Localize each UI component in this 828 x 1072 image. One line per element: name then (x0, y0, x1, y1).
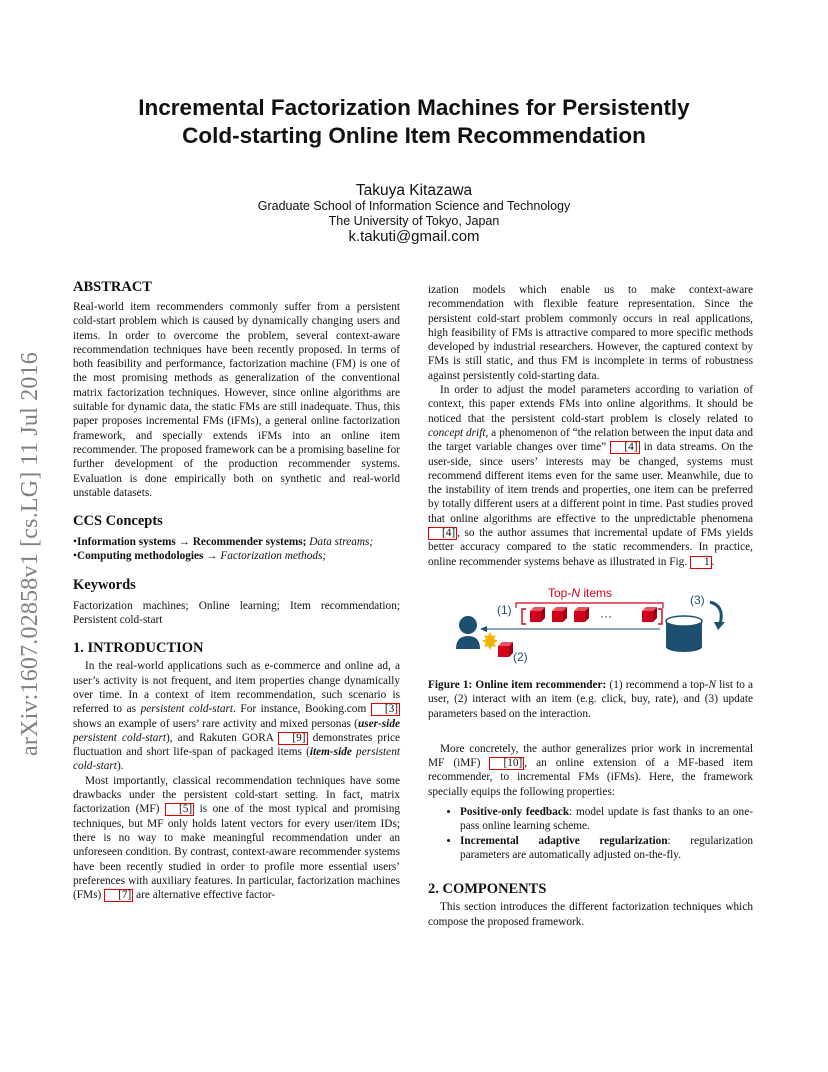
database-icon (666, 616, 702, 652)
author-affiliation-2: The University of Tokyo, Japan (328, 213, 500, 228)
figure-1-caption: Figure 1: Online item recommender: (1) recommend a top-N list to a user, (2) interact with an item (e.g. click, buy, rate), and (3) update parameters based on the interaction. (428, 678, 753, 720)
update-loop-arrow (710, 602, 721, 624)
step-3-label: (3) (690, 592, 705, 607)
intro-paragraph-1: In the real-world applications such as e-commerce and online ad, a user’s activity is not frequent, and item properties change dynamically over time. In a context of item recommendation, such scenario is referred to as persistent cold-start. For instance, Booking.com [3] shows an example of users’ rare activity and mixed personas (user-side persistent cold-start), and Rakuten GORA [9] demonstrates price fluctuation and short life-span of packaged items (item-side persistent cold-start). (73, 660, 400, 773)
paper-title (60, 94, 768, 150)
arrow-head (480, 626, 487, 632)
list-bracket-right (658, 609, 662, 624)
intro-paragraph-2: Most importantly, classical recommendation techniques have some drawbacks under the persistent cold-start setting. In fact, matrix factorization (MF) [5] is one of the most typical and promising techniques, but MF only holds latent vectors for every user/item IDs; there is no way to make meaningful recommendation under an unforeseen condition. By contrast, context-aware recommender systems have been recently studied in order to profile more essential users’ preferences with auxiliary features. In particular, factorization machines (FMs) [7] are alternative effective factor- (73, 774, 400, 902)
step-1-label: (1) (497, 602, 512, 617)
figure-1-illustration (428, 584, 753, 672)
property-positive-only: • Positive-only feedback: model update is fast thanks to an one-pass online learning scheme. (460, 805, 753, 834)
user-icon (456, 616, 480, 649)
author-block (60, 182, 768, 245)
citation-5[interactable]: [5] (165, 803, 194, 816)
item-cube-n (642, 607, 657, 622)
author-name: Takuya Kitazawa (355, 182, 473, 199)
abstract-heading: ABSTRACT (73, 279, 152, 295)
abstract-text: Real-world item recommenders commonly suffer from a persistent cold-start problem which is caused by dynamically changing users and items. In order to overcome the problem, several context-aware recommendation techniques have been recently proposed. In terms of both feasibility and performance, factorization machine (FM) is one of the most promising methods as generalization of the conventional matrix factorization techniques. However, since online algorithms are suitable for dynamic data, the static FMs are still inadequate. Thus, this paper proposes incremental FMs (iFMs), a general online factorization framework, and specially extends iFMs into an online item recommender. The proposed framework can be a promising baseline for further development of the production recommender systems. Evaluation is done empirically both on synthetic and real-world unstable datasets. (73, 301, 400, 499)
interaction-burst-icon (482, 632, 498, 650)
right-paragraph-2: In order to adjust the model parameters according to variation of context, this paper extends FMs into online algorithms. It should be noticed that the persistent cold-start problem is closely related to concept drift, a phenomenon of “the relation between the input data and the target variable changes over time” [4] in data streams. On the user-side, since users’ interests may be changed, systems must recommend different items even for the same user. Meanwhile, due to the instability of item trends and properties, one item can be preferred by totally different users at a different point in time. Past studies proved that online algorithms are effective to the unpredictable phenomena [4] , so the author assumes that incremental update of FMs yields better accuracy compared to the static recommenders. In practice, online recommender systems behave as illustrated in Fig. 1 . (428, 384, 753, 568)
ccs-text: •Information systems → Recommender systems; Data streams; •Computing methodologies → Factorization methods; (73, 536, 374, 563)
ccs-data-streams: Data streams; (309, 536, 374, 549)
citation-10[interactable]: [10] (489, 757, 524, 770)
title-line-1: Incremental Factorization Machines for Persistently (138, 95, 690, 120)
ccs-recommender: Recommender systems; (192, 536, 307, 549)
ccs-arrow-2: → (206, 550, 218, 563)
ccs-heading: CCS Concepts (73, 513, 163, 530)
citation-3[interactable]: [3] (371, 703, 400, 716)
keywords-heading: Keywords (73, 576, 136, 593)
keywords-text: Factorization machines; Online learning; Item recommendation; Persistent cold-start (73, 599, 400, 627)
author-affiliation-1: Graduate School of Information Science and Technology (257, 199, 571, 213)
title-line-2: Cold-starting Online Item Recommendation (182, 123, 646, 148)
figure-1-ref[interactable]: 1 (690, 556, 712, 569)
citation-9[interactable]: [9] (278, 732, 307, 745)
citation-7[interactable]: [7] (104, 889, 133, 902)
item-cube-2 (552, 607, 567, 622)
figure-1 (428, 584, 753, 672)
property-adaptive-reg: • Incremental adaptive regularization: regularization parameters are automatically adjusted on-the-fly. (460, 834, 753, 863)
list-bracket-left (522, 609, 526, 624)
right-paragraph-3: More concretely, the author generalizes prior work in incremental MF (iMF) [10] , an online extension of a MF-based item recommender, to incremental FMs (iFMs). Here, the framework specially equips the following properties: (428, 742, 753, 798)
ccs-computing: Computing methodologies (76, 550, 204, 563)
left-column (73, 279, 400, 902)
arxiv-stamp: arXiv:1607.02858v1 [cs.LG] 11 Jul 2016 (17, 352, 43, 756)
ccs-arrow-1: → (178, 536, 190, 549)
author-email[interactable]: k.takuti@gmail.com (348, 228, 480, 245)
right-paragraph-1: ization models which enable us to make context-aware recommendation with flexible feature representation. Since the persistent cold-start problem commonly occurs in real applications, high feasibility of FMs is attractive compared to more specific methods developed by industrial researchers. However, the captured context by FMs is still static, and thus FM is incomplete in terms of robustness against persistently cold-starting data. (428, 284, 753, 382)
interacted-item-cube (498, 642, 513, 657)
ccs-factorization: Factorization methods; (220, 550, 327, 563)
update-arrow-head (714, 622, 725, 630)
properties-list (442, 805, 753, 862)
item-cube-1 (530, 607, 545, 622)
citation-4a[interactable]: [4] (610, 441, 639, 454)
step-2-label: (2) (513, 649, 528, 664)
right-column (428, 283, 753, 929)
topn-label: Top-N items (548, 585, 613, 600)
list-ellipsis: ··· (600, 608, 612, 623)
citation-4b[interactable]: [4] (428, 527, 457, 540)
item-cube-3 (574, 607, 589, 622)
ccs-info-systems: Information systems (76, 536, 176, 549)
intro-heading: 1. INTRODUCTION (73, 640, 204, 657)
components-text: This section introduces the different factorization techniques which compose the proposed framework. (428, 901, 753, 928)
components-heading: 2. COMPONENTS (428, 881, 547, 898)
